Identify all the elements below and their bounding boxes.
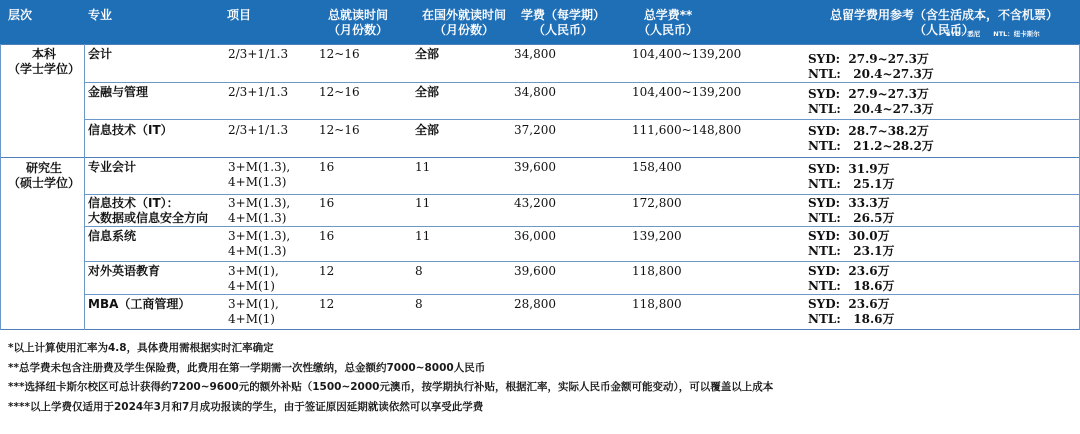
total-cost-cell: SYD: 23.6万 NTL: 18.6万 — [808, 297, 895, 326]
major-cell: 对外英语教育 — [88, 264, 161, 278]
total-cost-cell: SYD: 31.9万 NTL: 25.1万 — [808, 162, 895, 191]
total-duration-cell: 12 — [319, 297, 335, 311]
overseas-duration-cell: 全部 — [415, 47, 440, 61]
major-cell: 金融与管理 — [88, 85, 149, 99]
total-tuition-cell: 118,800 — [632, 264, 682, 278]
city-legend: SYD：悉尼 NTL：纽卡斯尔 — [946, 30, 1040, 38]
program-cell: 3+M(1.3), 4+M(1.3) — [228, 160, 291, 189]
footnote: **总学费未包含注册费及学生保险费，此费用在第一学期需一次性缴纳，总金额约7000~8000人民币 — [8, 361, 486, 374]
header-total-tuition: 总学费** （人民币） — [637, 8, 698, 37]
overseas-duration-cell: 8 — [415, 264, 423, 278]
total-cost-cell: SYD: 30.0万 NTL: 23.1万 — [808, 229, 895, 258]
total-tuition-cell: 158,400 — [632, 160, 682, 174]
tuition-cell: 34,800 — [514, 85, 556, 99]
tuition-cell: 39,600 — [514, 264, 556, 278]
total-duration-cell: 12 — [319, 264, 335, 278]
footnote: *以上计算使用汇率为4.8，具体费用需根据实时汇率确定 — [8, 342, 274, 354]
total-cost-cell: SYD: 23.6万 NTL: 18.6万 — [808, 264, 895, 293]
overseas-duration-cell: 11 — [415, 160, 431, 174]
total-duration-cell: 16 — [319, 160, 335, 174]
program-cell: 3+M(1.3), 4+M(1.3) — [228, 196, 291, 225]
footnote: ****以上学费仅适用于2024年3月和7月成功报读的学生，由于签证原因延期就读依然可以享受此学费 — [8, 400, 484, 413]
level-postgraduate: 研究生 （硕士学位） — [8, 161, 81, 190]
program-cell: 2/3+1/1.3 — [228, 123, 289, 137]
total-tuition-cell: 118,800 — [632, 297, 682, 311]
major-cell: 信息技术（IT）： 大数据或信息安全方向 — [88, 196, 209, 225]
header-total-cost: 总留学费用参考（含生活成本，不含机票） （人民币） — [829, 8, 1058, 37]
header-total-duration: 总就读时间 （月份数） — [327, 8, 388, 37]
total-duration-cell: 16 — [319, 196, 335, 210]
major-cell: 专业会计 — [88, 160, 137, 174]
total-cost-cell: SYD: 27.9~27.3万 NTL: 20.4~27.3万 — [808, 87, 934, 116]
tuition-cell: 39,600 — [514, 160, 556, 174]
total-cost-cell: SYD: 27.9~27.3万 NTL: 20.4~27.3万 — [808, 52, 934, 81]
tuition-cell: 43,200 — [514, 196, 556, 210]
total-tuition-cell: 104,400~139,200 — [632, 47, 742, 61]
major-cell: 信息系统 — [88, 229, 137, 243]
overseas-duration-cell: 全部 — [415, 123, 440, 137]
total-cost-cell: SYD: 33.3万 NTL: 26.5万 — [808, 196, 895, 225]
tuition-cell: 34,800 — [514, 47, 556, 61]
tuition-cell: 36,000 — [514, 229, 556, 243]
header-level: 层次 — [8, 8, 33, 22]
total-duration-cell: 16 — [319, 229, 335, 243]
footnotes — [8, 339, 1078, 417]
total-tuition-cell: 104,400~139,200 — [632, 85, 742, 99]
major-cell: 会计 — [88, 47, 113, 61]
program-cell: 3+M(1), 4+M(1) — [228, 264, 279, 293]
major-cell: 信息技术（IT） — [88, 123, 173, 137]
header-major: 专业 — [88, 8, 113, 22]
table-header — [0, 0, 1080, 44]
level-undergraduate: 本科 （学士学位） — [8, 47, 81, 76]
total-tuition-cell: 139,200 — [632, 229, 682, 243]
header-overseas-duration: 在国外就读时间 （月份数） — [421, 8, 506, 37]
program-cell: 3+M(1), 4+M(1) — [228, 297, 279, 326]
major-cell: MBA（工商管理） — [88, 297, 191, 311]
total-duration-cell: 12~16 — [319, 85, 360, 99]
tuition-cell: 28,800 — [514, 297, 556, 311]
total-cost-cell: SYD: 28.7~38.2万 NTL: 21.2~28.2万 — [808, 124, 934, 153]
total-tuition-cell: 172,800 — [632, 196, 682, 210]
header-tuition-per-term: 学费（每学期） （人民币） — [520, 8, 605, 37]
total-tuition-cell: 111,600~148,800 — [632, 123, 742, 137]
overseas-duration-cell: 8 — [415, 297, 423, 311]
program-cell: 2/3+1/1.3 — [228, 47, 289, 61]
program-cell: 3+M(1.3), 4+M(1.3) — [228, 229, 291, 258]
header-program: 项目 — [227, 8, 252, 22]
total-duration-cell: 12~16 — [319, 47, 360, 61]
footnote: ***选择纽卡斯尔校区可总计获得约7200~9600元的额外补贴（1500~2000元澳币，按学期执行补贴，根据汇率，实际人民币金额可能变动），可以覆盖以上成本 — [8, 381, 774, 393]
total-duration-cell: 12~16 — [319, 123, 360, 137]
program-cell: 2/3+1/1.3 — [228, 85, 289, 99]
overseas-duration-cell: 11 — [415, 196, 431, 210]
overseas-duration-cell: 11 — [415, 229, 431, 243]
overseas-duration-cell: 全部 — [415, 85, 440, 99]
tuition-cell: 37,200 — [514, 123, 556, 137]
